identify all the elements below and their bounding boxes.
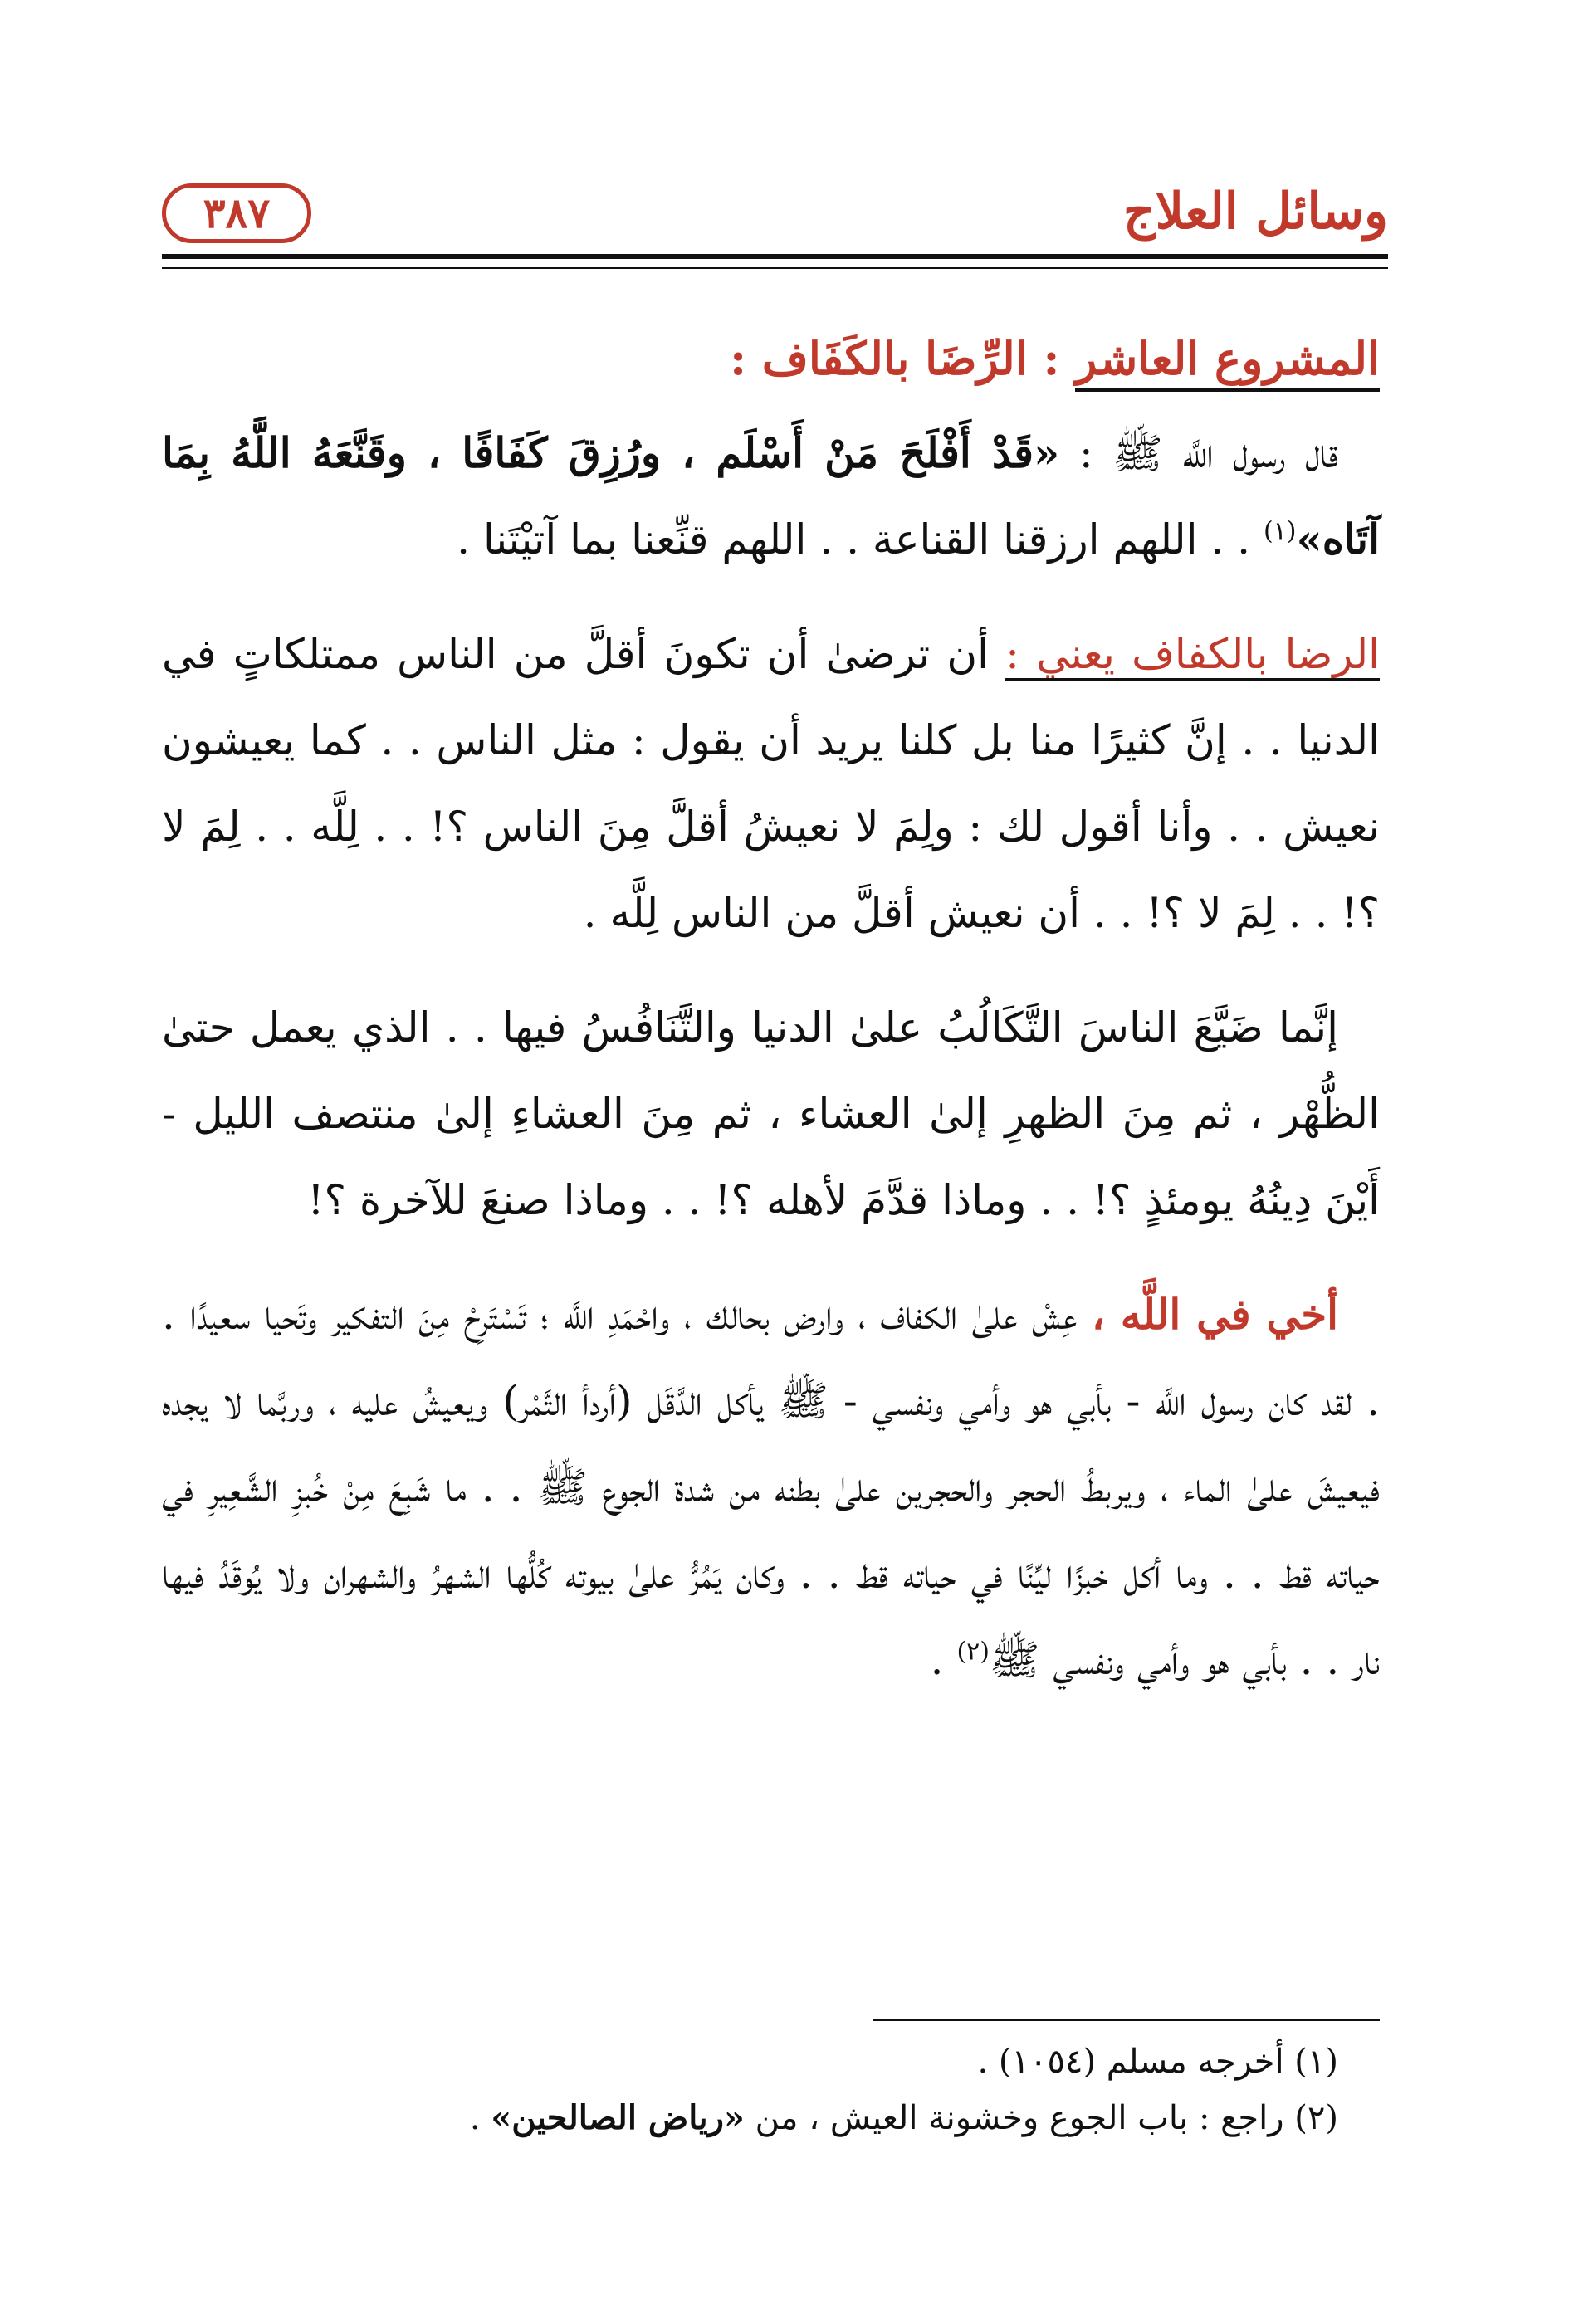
section-title-part1: المشروع العاشر: [1075, 332, 1380, 392]
page-body: [162, 315, 1380, 1731]
footnote-2-book: «رياض الصالحين»: [491, 2098, 745, 2137]
footnote-1: (١) أخرجه مسلم (١٠٥٤) .: [977, 2043, 1338, 2081]
section-title-separator: :: [1027, 332, 1076, 385]
paragraph-1-rest: . . اللهم ارزقنا القناعة . . اللهم قنِّعنا بما آتيْتَنا .: [457, 515, 1264, 564]
paragraph-3-text: إنَّما ضَيَّعَ الناسَ التَّكَالُبُ علىٰ الدنيا والتَّنَافُسُ فيها . . الذي يعمل حتىٰ الظُّهْر ، ثم مِنَ الظهرِ إلىٰ العشاء ، ثم مِنَ العشاءِ إلىٰ منتصف الليل - أَيْنَ دِينُهُ يومئذٍ ؟! . . وماذا قدَّمَ لأهله ؟! . . وماذا صنعَ للآخرة ؟!: [162, 1003, 1380, 1224]
header-rule-thick: [162, 254, 1388, 259]
footnote-2-end: .: [469, 2099, 491, 2137]
footnote-2: [162, 2090, 1380, 2146]
paragraph-2-label: الرضا بالكفاف يعني :: [1005, 630, 1380, 681]
page-header: [162, 178, 1388, 245]
paragraph-2-text: أن ترضىٰ أن تكونَ أقلَّ من الناس ممتلكاتٍ في الدنيا . . إنَّ كثيرًا منا بل كلنا يريد أن يقول : مثل الناس . . كما يعيشون نعيش . . وأنا أقول لك : ولِمَ لا نعيشُ أقلَّ مِنَ الناس ؟! . . لِلَّه . . لِمَ لا ؟! . . لِمَ لا ؟! . . أن نعيش أقلَّ من الناس لِلَّه .: [162, 630, 1380, 937]
footnote-ref-2: (٢): [956, 1637, 990, 1667]
footnote-2-prefix: (٢) راجع : باب الجوع وخشونة العيش ، من: [744, 2099, 1338, 2137]
paragraph-3: [162, 984, 1380, 1243]
footnote-rule: [873, 2019, 1380, 2021]
hadith-quote: «قَدْ أَفْلَحَ مَنْ أَسْلَم ، ورُزِقَ كَفَافًا ، وقَنَّعَهُ اللَّهُ بِمَا آتَاه»: [162, 428, 1380, 564]
paragraph-1: [162, 410, 1380, 583]
paragraph-4-text: عِشْ علىٰ الكفاف ، وارض بحالك ، واحْمَدِ اللَّه ؛ تَسْتَرِحْ مِنَ التفكير وتَحيا سعيدًا . . لقد كان رسول اللَّه - بأبي هو وأمي ونفسي - ﷺ يأكل الدَّقَل (أردأ التَّمْر) ويعيشُ عليه ، وربَّما لا يجده فيعيشَ علىٰ الماء ، ويربطُ الحجر والحجرين علىٰ بطنه من شدة الجوع ﷺ . . ما شَبِعَ مِنْ خُبزِ الشَّعِيرِ في حياته قط . . وما أكل خبزًا ليِّنًا في حياته قط . . وكان يَمُرُّ علىٰ بيوته كُلُّها الشهرُ والشهران ولا يُوقَدُ فيها نار . . بأبي هو وأمي ونفسي ﷺ: [162, 1291, 1380, 1684]
paragraph-4-end: .: [930, 1636, 957, 1684]
page-number-badge: ٣٨٧: [162, 183, 311, 243]
footnote-ref-1: (١): [1263, 516, 1297, 546]
paragraph-4: [162, 1272, 1380, 1703]
paragraph-4-label: أخي في اللَّه ،: [1091, 1290, 1338, 1339]
chapter-title: وسائل العلاج: [1123, 183, 1388, 241]
section-title: [162, 315, 1380, 402]
paragraph-2: [162, 611, 1380, 956]
paragraph-1-intro: قال رسول اللَّه ﷺ :: [1059, 429, 1338, 477]
footnotes: [162, 2034, 1380, 2146]
section-title-part2: الرِّضَا بالكَفَاف :: [730, 332, 1028, 385]
header-rule-thin: [162, 267, 1388, 269]
